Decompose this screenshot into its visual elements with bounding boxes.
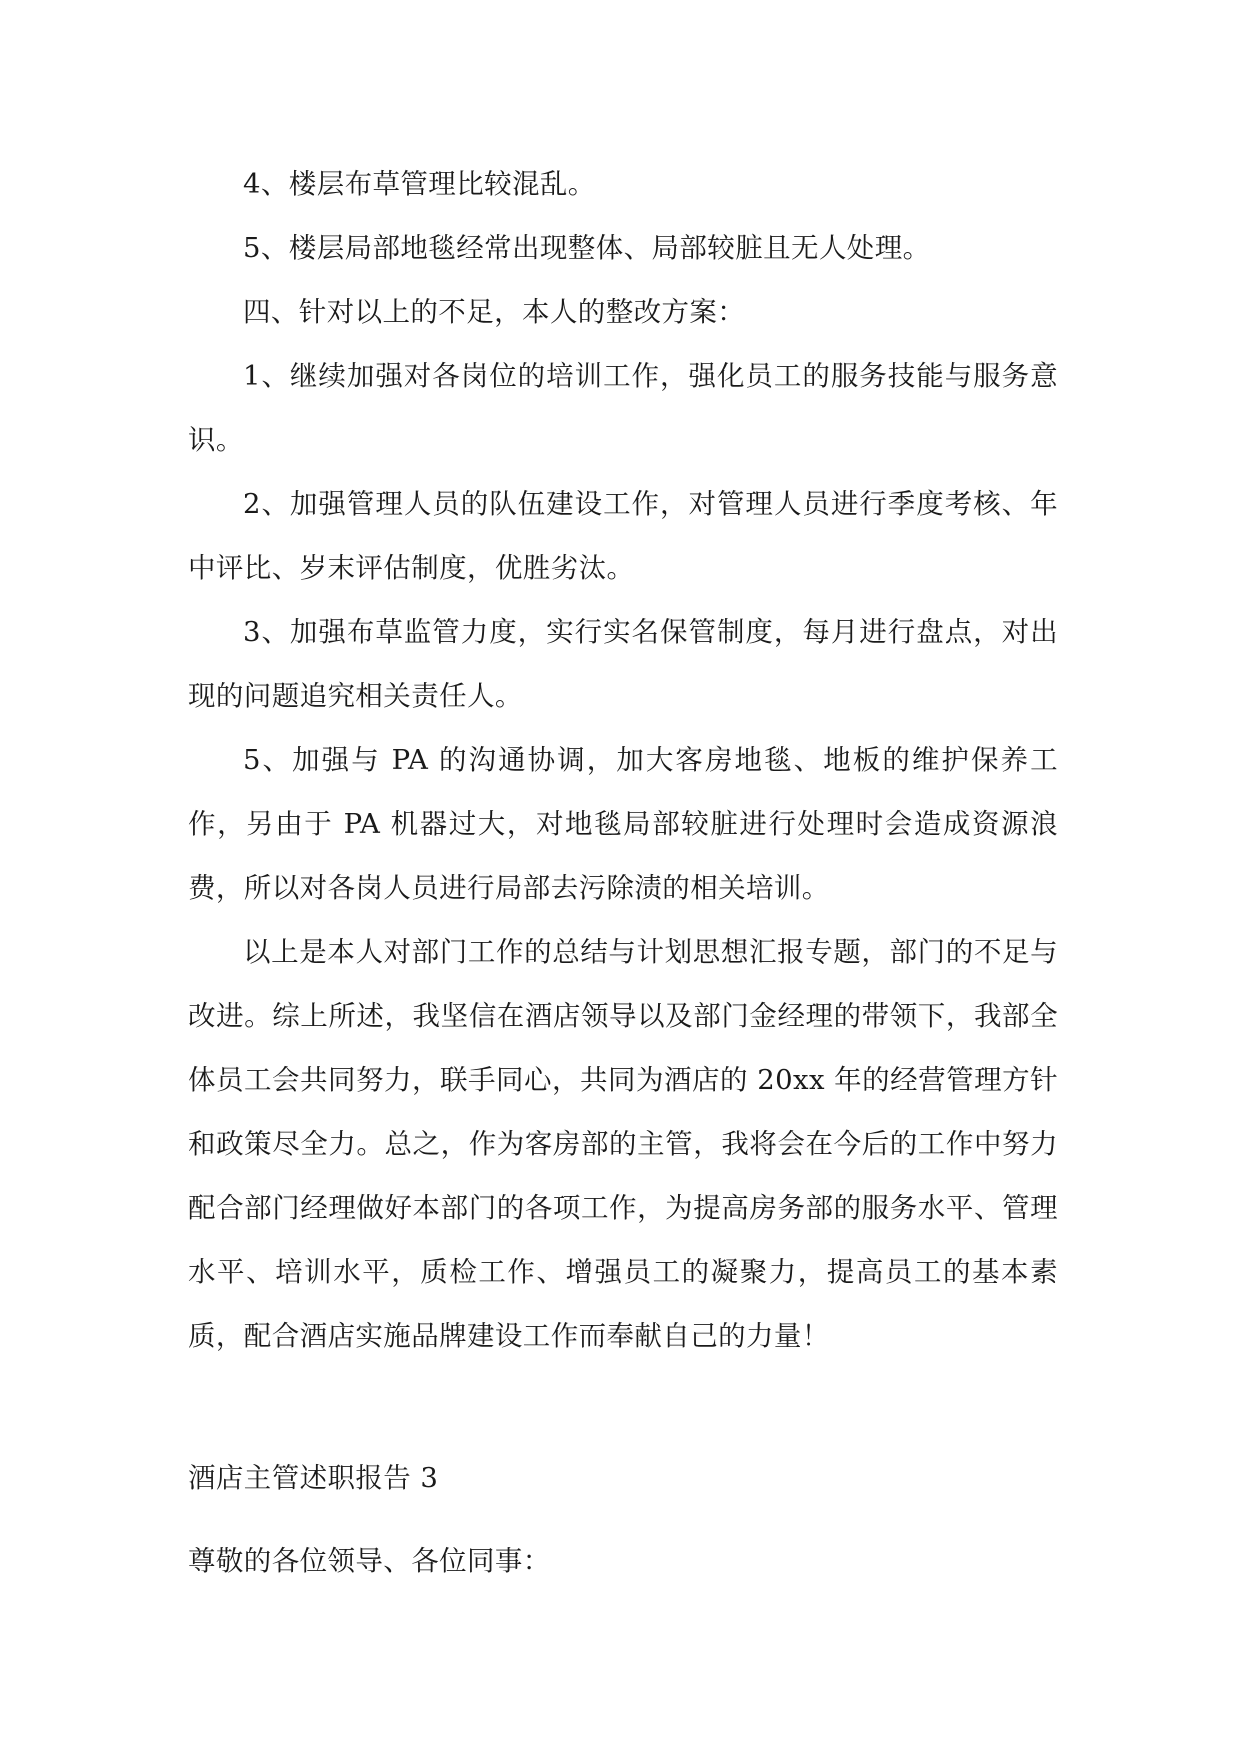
paragraph-plan-2: 2、加强管理人员的队伍建设工作，对管理人员进行季度考核、年中评比、岁末评估制度，优胜劣汰。 <box>188 488 1058 584</box>
paragraph-plan-1: 1、继续加强对各岗位的培训工作，强化员工的服务技能与服务意识。 <box>188 360 1058 456</box>
report-section <box>188 1458 1058 1581</box>
paragraph-item-4: 4、楼层布草管理比较混乱。 <box>243 168 596 200</box>
salutation: 尊敬的各位领导、各位同事： <box>188 1545 551 1577</box>
paragraph-conclusion: 以上是本人对部门工作的总结与计划思想汇报专题，部门的不足与改进。综上所述，我坚信在酒店领导以及部门金经理的带领下，我部全体员工会共同努力，联手同心，共同为酒店的 20xx 年的经营管理方针和政策尽全力。总之，作为客房部的主管，我将会在今后的工作中努力配合部门经理做好本部门的各项工作，为提高房务部的服务水平、管理水平、培训水平，质检工作、增强员工的凝聚力，提高员工的基本素质，配合酒店实施品牌建设工作而奉献自己的力量！ <box>188 936 1058 1352</box>
paragraph-plan-3: 3、加强布草监管力度，实行实名保管制度，每月进行盘点，对出现的问题追究相关责任人。 <box>188 616 1058 712</box>
body-text <box>188 152 1058 1368</box>
section-heading: 酒店主管述职报告 3 <box>188 1462 439 1494</box>
paragraph-plan-5: 5、加强与 PA 的沟通协调，加大客房地毯、地板的维护保养工作，另由于 PA 机器过大，对地毯局部较脏进行处理时会造成资源浪费，所以对各岗人员进行局部去污除渍的相关培训。 <box>188 744 1058 904</box>
paragraph-item-5: 5、楼层局部地毯经常出现整体、局部较脏且无人处理。 <box>243 232 931 264</box>
paragraph-rectification-heading: 四、针对以上的不足，本人的整改方案： <box>243 296 746 328</box>
